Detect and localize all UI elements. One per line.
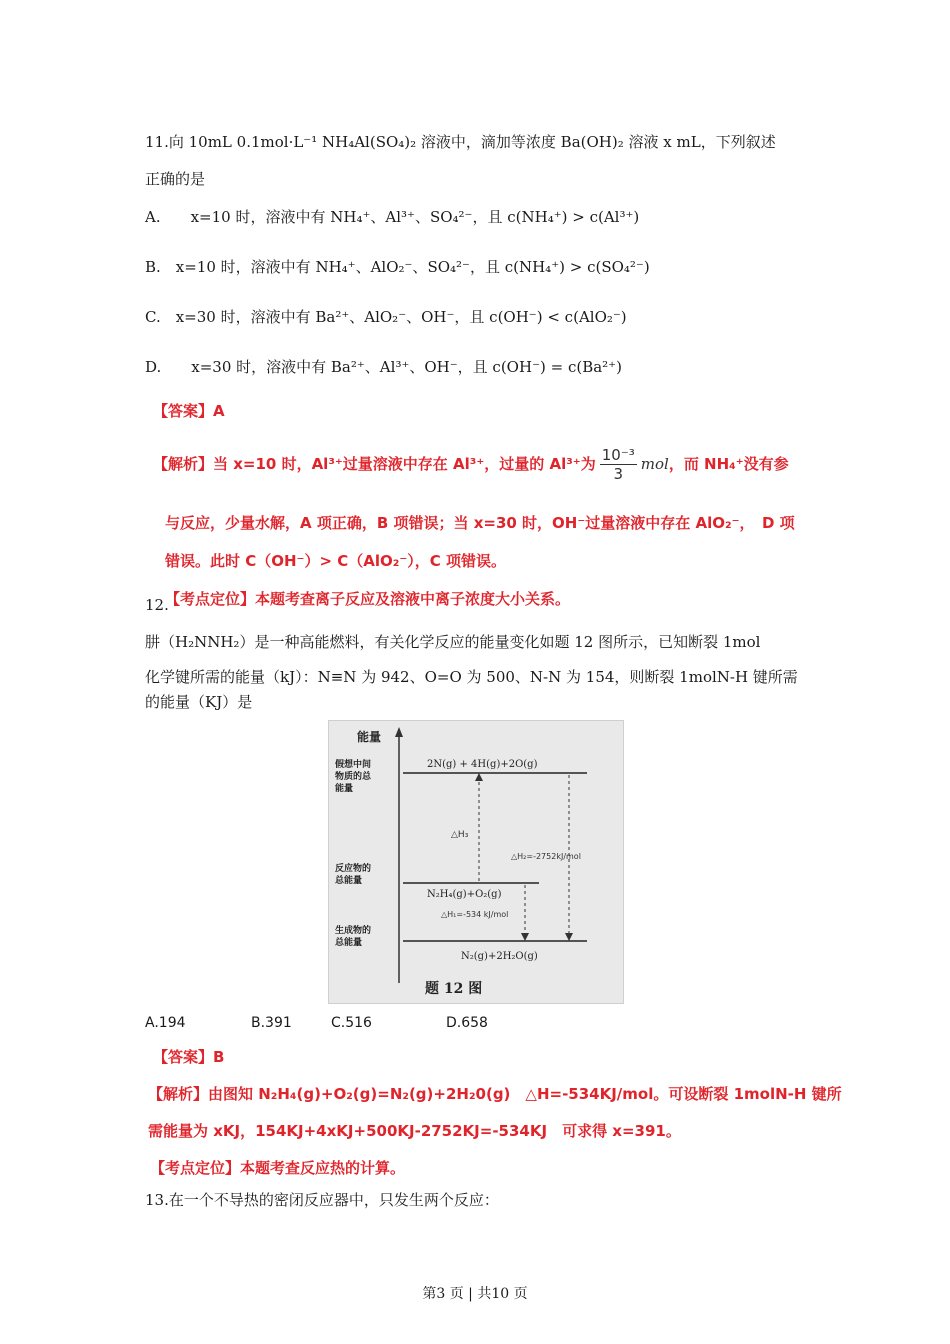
q11-fraction-numerator: 10⁻³ bbox=[601, 446, 635, 464]
label-top-2: 物质的总 bbox=[335, 772, 372, 782]
label-mid-1: 反应物的 bbox=[335, 864, 372, 874]
q12-option-b: B.391 bbox=[251, 1015, 292, 1031]
q13-stem: 13.在一个不导热的密闭反应器中，只发生两个反应： bbox=[145, 1191, 499, 1209]
q11-analysis-line1 bbox=[153, 446, 789, 483]
arrow-dh2-head-icon bbox=[565, 933, 573, 941]
label-top-1: 假想中间 bbox=[335, 760, 372, 770]
q11-fraction-denominator: 3 bbox=[613, 465, 624, 483]
q12-stem-line3: 的能量（KJ）是 bbox=[145, 693, 253, 711]
q11-kaodian: 【考点定位】本题考查离子反应及溶液中离子浓度大小关系。 bbox=[165, 590, 571, 608]
q12-kaodian: 【考点定位】本题考查反应热的计算。 bbox=[150, 1159, 406, 1177]
q12-option-c: C.516 bbox=[331, 1015, 372, 1031]
q11-option-d: D. x=30 时，溶液中有 Ba²⁺、Al³⁺、OH⁻，且 c(OH⁻) = c(Ba²⁺) bbox=[145, 358, 622, 376]
q11-analysis-part-a: 【解析】当 x=10 时，Al³⁺过量溶液中存在 Al³⁺，过量的 Al³⁺为 bbox=[153, 455, 596, 473]
figure-caption: 题 12 图 bbox=[425, 981, 483, 997]
label-mid-2: 总能量 bbox=[335, 876, 363, 886]
energy-diagram bbox=[328, 720, 624, 1004]
arrow-dh1-head-icon bbox=[521, 933, 529, 941]
q11-analysis-part-b: ，而 NH₄⁺没有参 bbox=[668, 455, 789, 473]
bottom-species: N₂(g)+2H₂O(g) bbox=[461, 951, 538, 962]
q12-stem-line1: 肼（H₂NNH₂）是一种高能燃料，有关化学反应的能量变化如题 12 图所示，已知断裂 1mol bbox=[145, 633, 761, 651]
q12-stem-line2: 化学键所需的能量（kJ）：N≡N 为 942、O=O 为 500、N-N 为 154，则断裂 1molN-H 键所需 bbox=[145, 668, 798, 686]
q11-fraction bbox=[600, 446, 637, 483]
top-species: 2N(g) + 4H(g)+2O(g) bbox=[427, 759, 538, 770]
q12-option-d: D.658 bbox=[446, 1015, 488, 1031]
q12-option-a: A.194 bbox=[145, 1015, 186, 1031]
q12-analysis-line2: 需能量为 xKJ，154KJ+4xKJ+500KJ-2752KJ=-534KJ 可求得 x=391。 bbox=[148, 1122, 681, 1140]
label-bot-1: 生成物的 bbox=[335, 926, 372, 936]
axis-arrow-icon bbox=[395, 727, 403, 737]
q12-answer: 【答案】B bbox=[153, 1048, 225, 1066]
page-footer: 第3 页 | 共10 页 bbox=[422, 1286, 528, 1302]
q11-stem-line1: 11.向 10mL 0.1mol·L⁻¹ NH₄Al(SO₄)₂ 溶液中，滴加等浓度 Ba(OH)₂ 溶液 x mL，下列叙述 bbox=[145, 133, 776, 151]
dh2-label: △H₂=-2752kJ/mol bbox=[511, 852, 581, 861]
q11-option-b: B. x=10 时，溶液中有 NH₄⁺、AlO₂⁻、SO₄²⁻，且 c(NH₄⁺) > c(SO₄²⁻) bbox=[145, 258, 650, 276]
q11-stem-line2: 正确的是 bbox=[145, 170, 206, 188]
q11-option-c: C. x=30 时，溶液中有 Ba²⁺、AlO₂⁻、OH⁻，且 c(OH⁻) < c(AlO₂⁻) bbox=[145, 308, 627, 326]
q11-fraction-unit: mol bbox=[640, 455, 669, 473]
label-top-3: 能量 bbox=[335, 784, 354, 794]
q11-analysis-line3: 错误。此时 C（OH⁻）> C（AlO₂⁻），C 项错误。 bbox=[165, 552, 506, 570]
q12-analysis-line1: 【解析】由图知 N₂H₄(g)+O₂(g)=N₂(g)+2H₂0(g) △H=-534KJ/mol。可设断裂 1molN-H 键所 bbox=[148, 1085, 842, 1103]
q11-analysis-line2: 与反应，少量水解，A 项正确，B 项错误；当 x=30 时，OH⁻过量溶液中存在 AlO₂⁻， D 项 bbox=[165, 514, 795, 532]
axis-label: 能量 bbox=[357, 730, 382, 744]
arrow-dh3-head-icon bbox=[475, 773, 483, 781]
label-bot-2: 总能量 bbox=[335, 938, 363, 948]
dh3-label: △H₃ bbox=[451, 830, 469, 840]
q11-option-a: A. x=10 时，溶液中有 NH₄⁺、Al³⁺、SO₄²⁻，且 c(NH₄⁺) > c(Al³⁺) bbox=[145, 208, 640, 226]
mid-species: N₂H₄(g)+O₂(g) bbox=[427, 889, 502, 900]
q12-number: 12. bbox=[145, 596, 169, 614]
energy-diagram-svg bbox=[329, 721, 623, 1003]
q11-answer: 【答案】A bbox=[153, 402, 225, 420]
dh1-label: △H₁=-534 kJ/mol bbox=[441, 910, 509, 919]
